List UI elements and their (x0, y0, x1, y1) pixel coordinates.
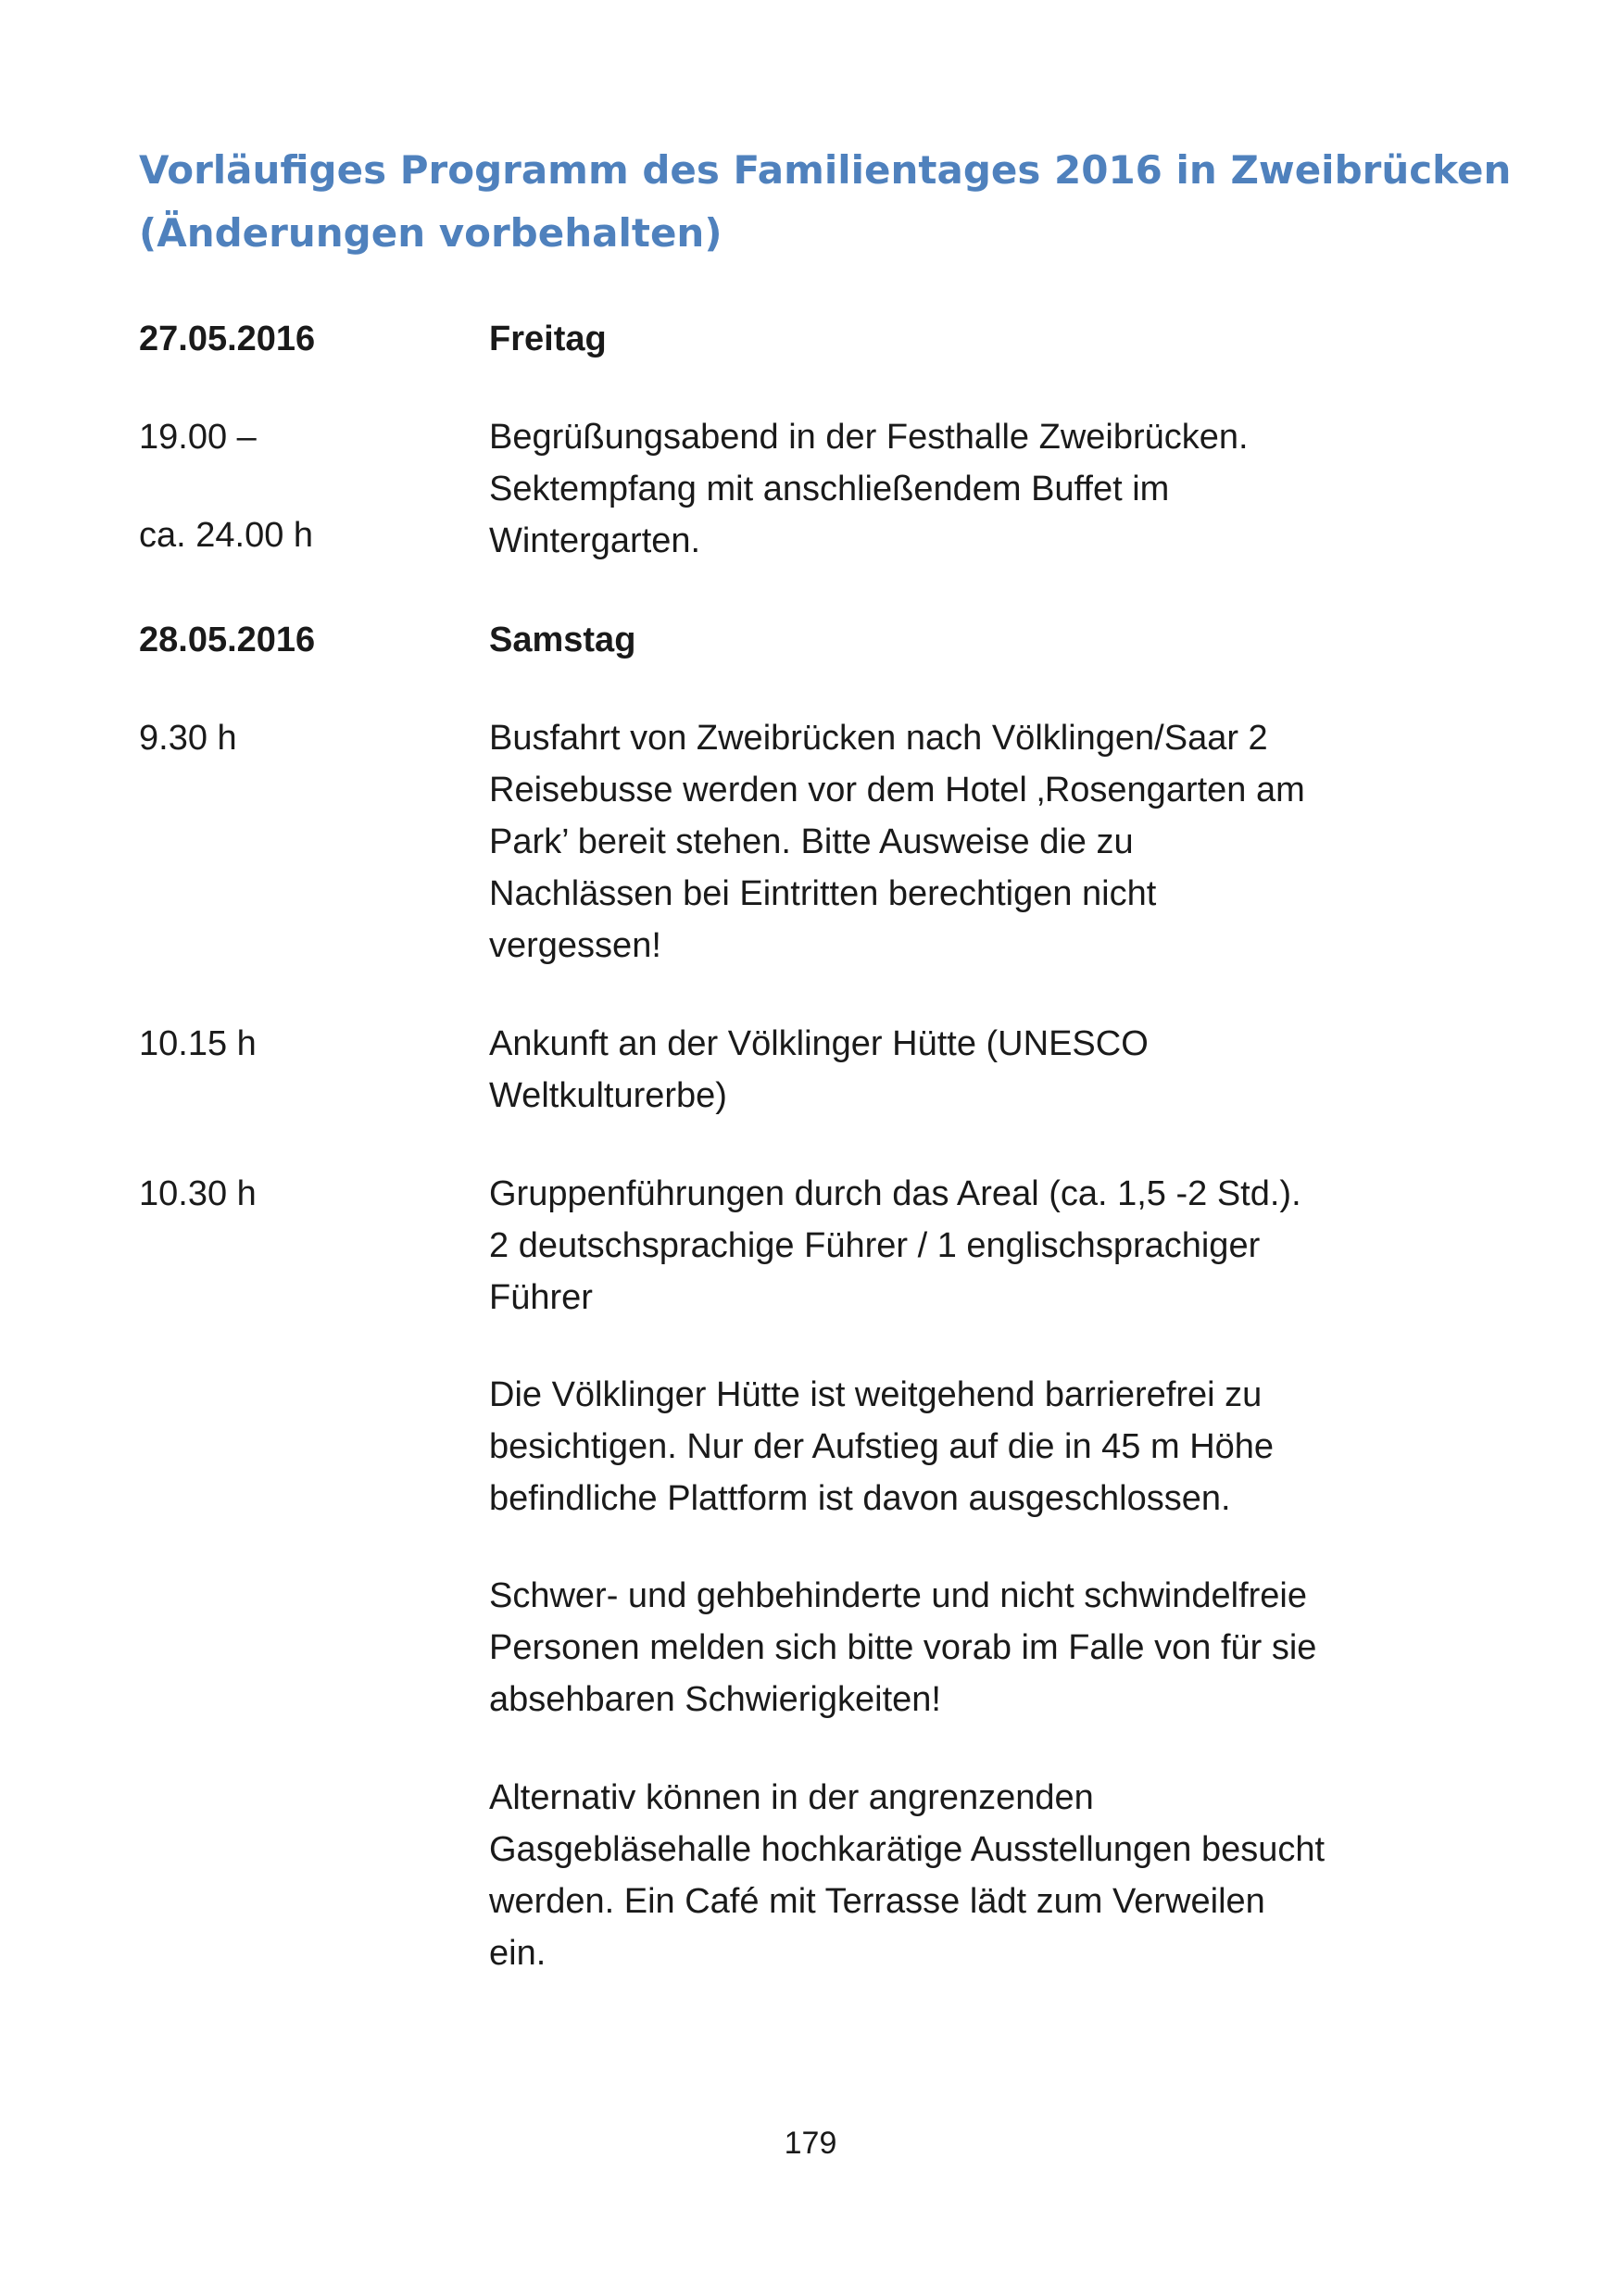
text-line: vergessen! (489, 926, 661, 965)
alternative-paragraph (489, 1772, 1489, 1979)
notice-paragraph (489, 1570, 1489, 1725)
item-description-1030 (489, 1168, 1489, 1324)
text-line: Gasgebläsehalle hochkarätige Ausstellungen besucht (489, 1830, 1326, 1869)
text-line: Begrüßungsabend in der Festhalle Zweibrücken. (489, 418, 1249, 457)
day1-time-start: 19.00 – (139, 418, 257, 457)
item-description-0930 (489, 712, 1489, 972)
title-line-1: Vorläufiges Programm des Familientages 2016 in Zweibrücken (139, 147, 1512, 193)
text-line: Die Völklinger Hütte ist weitgehend barrierefrei zu (489, 1375, 1263, 1414)
text-line: besichtigen. Nur der Aufstieg auf die in 45 m Höhe (489, 1427, 1275, 1466)
item-description-1015 (489, 1018, 1489, 1122)
text-line: Schwer- und gehbehinderte und nicht schwindelfreie (489, 1576, 1307, 1615)
item-time-1015: 10.15 h (139, 1024, 257, 1063)
day2-date: 28.05.2016 (139, 621, 316, 659)
day1-weekday: Freitag (489, 320, 607, 358)
text-line: Busfahrt von Zweibrücken nach Völklingen/Saar 2 (489, 719, 1268, 758)
text-line: Personen melden sich bitte vorab im Falle von für sie (489, 1628, 1317, 1667)
document-title (139, 139, 1510, 265)
text-line: Alternativ können in der angrenzenden (489, 1778, 1094, 1817)
text-line: Führer (489, 1278, 593, 1317)
item-time-0930: 9.30 h (139, 719, 237, 758)
title-line-2: (Änderungen vorbehalten) (139, 210, 723, 256)
text-line: Ankunft an der Völklinger Hütte (UNESCO (489, 1024, 1149, 1063)
text-line: befindliche Plattform ist davon ausgeschlossen. (489, 1479, 1231, 1518)
text-line: 2 deutschsprachige Führer / 1 englischsprachiger (489, 1226, 1261, 1265)
day1-time-end: ca. 24.00 h (139, 516, 314, 555)
text-line: Gruppenführungen durch das Areal (ca. 1,5 -2 Std.). (489, 1174, 1301, 1213)
accessibility-paragraph (489, 1369, 1489, 1524)
text-line: Sektempfang mit anschließendem Buffet im (489, 470, 1170, 508)
text-line: Nachlässen bei Eintritten berechtigen nicht (489, 874, 1157, 913)
day1-date: 27.05.2016 (139, 320, 316, 358)
text-line: Weltkulturerbe) (489, 1076, 727, 1115)
text-line: ein. (489, 1934, 547, 1973)
text-line: Reisebusse werden vor dem Hotel ‚Rosengarten am (489, 771, 1305, 809)
text-line: Park’ bereit stehen. Bitte Ausweise die zu (489, 822, 1134, 861)
item-time-1030: 10.30 h (139, 1174, 257, 1213)
text-line: Wintergarten. (489, 521, 701, 560)
day1-description (489, 411, 1489, 567)
text-line: absehbaren Schwierigkeiten! (489, 1680, 941, 1719)
day2-weekday: Samstag (489, 621, 636, 659)
text-line: werden. Ein Café mit Terrasse lädt zum Verweilen (489, 1882, 1265, 1921)
page-number: 179 (784, 2126, 837, 2161)
